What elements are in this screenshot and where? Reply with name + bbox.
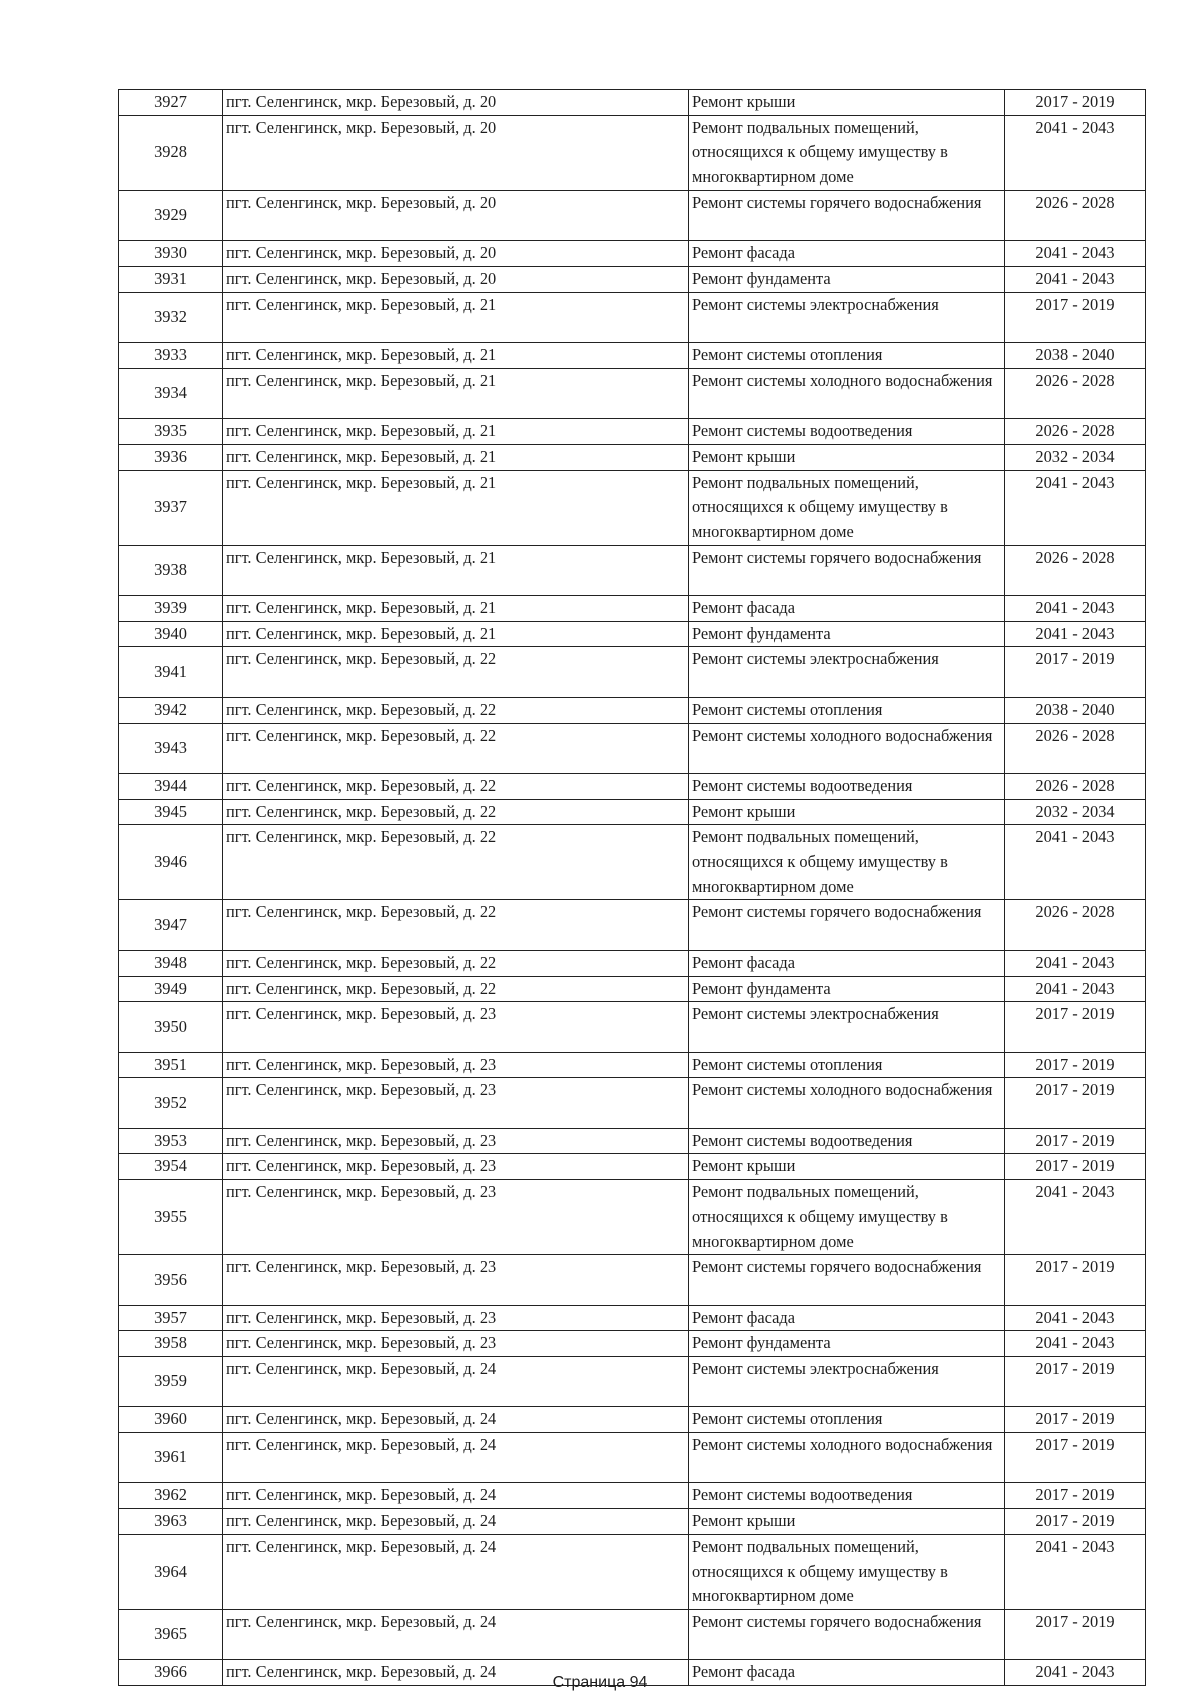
row-number: 3953 — [119, 1128, 223, 1154]
row-period: 2017 - 2019 — [1005, 647, 1146, 697]
table-row — [119, 419, 1146, 445]
row-period: 2017 - 2019 — [1005, 1357, 1146, 1407]
row-period: 2041 - 2043 — [1005, 266, 1146, 292]
row-period: 2017 - 2019 — [1005, 1052, 1146, 1078]
row-period: 2041 - 2043 — [1005, 976, 1146, 1002]
row-number: 3959 — [119, 1357, 223, 1407]
row-address: пгт. Селенгинск, мкр. Березовый, д. 21 — [223, 368, 689, 418]
row-address: пгт. Селенгинск, мкр. Березовый, д. 21 — [223, 545, 689, 595]
table-row — [119, 368, 1146, 418]
row-work-type: Ремонт системы водоотведения — [689, 1128, 1005, 1154]
table-row — [119, 1433, 1146, 1483]
row-period: 2041 - 2043 — [1005, 621, 1146, 647]
row-work-type: Ремонт системы горячего водоснабжения — [689, 545, 1005, 595]
row-address: пгт. Селенгинск, мкр. Березовый, д. 23 — [223, 1305, 689, 1331]
table-row — [119, 799, 1146, 825]
row-work-type: Ремонт системы холодного водоснабжения — [689, 1433, 1005, 1483]
row-address: пгт. Селенгинск, мкр. Березовый, д. 20 — [223, 241, 689, 267]
row-number: 3954 — [119, 1154, 223, 1180]
row-work-type: Ремонт системы холодного водоснабжения — [689, 723, 1005, 773]
row-period: 2041 - 2043 — [1005, 950, 1146, 976]
row-work-type: Ремонт подвальных помещений, относящихся к общему имуществу в многоквартирном доме — [689, 115, 1005, 190]
row-address: пгт. Селенгинск, мкр. Березовый, д. 24 — [223, 1610, 689, 1660]
table-row — [119, 266, 1146, 292]
row-address: пгт. Селенгинск, мкр. Березовый, д. 22 — [223, 900, 689, 950]
row-number: 3951 — [119, 1052, 223, 1078]
row-address: пгт. Селенгинск, мкр. Березовый, д. 20 — [223, 90, 689, 116]
row-number: 3949 — [119, 976, 223, 1002]
row-work-type: Ремонт фундамента — [689, 621, 1005, 647]
row-period: 2041 - 2043 — [1005, 1180, 1146, 1255]
table-row — [119, 1509, 1146, 1535]
row-number: 3933 — [119, 343, 223, 369]
table-row — [119, 470, 1146, 545]
row-period: 2026 - 2028 — [1005, 368, 1146, 418]
row-work-type: Ремонт фундамента — [689, 1331, 1005, 1357]
table-row — [119, 545, 1146, 595]
row-address: пгт. Селенгинск, мкр. Березовый, д. 21 — [223, 419, 689, 445]
row-number: 3939 — [119, 596, 223, 622]
row-period: 2017 - 2019 — [1005, 1407, 1146, 1433]
row-work-type: Ремонт системы электроснабжения — [689, 292, 1005, 342]
row-address: пгт. Селенгинск, мкр. Березовый, д. 24 — [223, 1534, 689, 1609]
row-number: 3957 — [119, 1305, 223, 1331]
row-period: 2041 - 2043 — [1005, 241, 1146, 267]
row-number: 3929 — [119, 190, 223, 240]
row-number: 3940 — [119, 621, 223, 647]
row-number: 3956 — [119, 1255, 223, 1305]
row-address: пгт. Селенгинск, мкр. Березовый, д. 20 — [223, 266, 689, 292]
row-period: 2041 - 2043 — [1005, 825, 1146, 900]
table-row — [119, 723, 1146, 773]
row-number: 3966 — [119, 1660, 223, 1686]
table-row — [119, 773, 1146, 799]
row-work-type: Ремонт системы отопления — [689, 1407, 1005, 1433]
row-address: пгт. Селенгинск, мкр. Березовый, д. 20 — [223, 190, 689, 240]
row-work-type: Ремонт фасада — [689, 1305, 1005, 1331]
row-address: пгт. Селенгинск, мкр. Березовый, д. 22 — [223, 647, 689, 697]
row-address: пгт. Селенгинск, мкр. Березовый, д. 24 — [223, 1660, 689, 1686]
row-address: пгт. Селенгинск, мкр. Березовый, д. 23 — [223, 1128, 689, 1154]
row-address: пгт. Селенгинск, мкр. Березовый, д. 22 — [223, 976, 689, 1002]
row-address: пгт. Селенгинск, мкр. Березовый, д. 23 — [223, 1154, 689, 1180]
row-address: пгт. Селенгинск, мкр. Березовый, д. 23 — [223, 1002, 689, 1052]
row-address: пгт. Селенгинск, мкр. Березовый, д. 21 — [223, 444, 689, 470]
table-row — [119, 190, 1146, 240]
row-work-type: Ремонт подвальных помещений, относящихся к общему имуществу в многоквартирном доме — [689, 1180, 1005, 1255]
table-row — [119, 115, 1146, 190]
row-address: пгт. Селенгинск, мкр. Березовый, д. 23 — [223, 1331, 689, 1357]
row-period: 2017 - 2019 — [1005, 1610, 1146, 1660]
row-address: пгт. Селенгинск, мкр. Березовый, д. 22 — [223, 825, 689, 900]
row-number: 3928 — [119, 115, 223, 190]
row-number: 3934 — [119, 368, 223, 418]
row-number: 3936 — [119, 444, 223, 470]
row-number: 3961 — [119, 1433, 223, 1483]
row-number: 3932 — [119, 292, 223, 342]
table-row — [119, 1078, 1146, 1128]
row-work-type: Ремонт фундамента — [689, 976, 1005, 1002]
row-period: 2041 - 2043 — [1005, 1331, 1146, 1357]
row-work-type: Ремонт подвальных помещений, относящихся к общему имуществу в многоквартирном доме — [689, 825, 1005, 900]
row-work-type: Ремонт системы отопления — [689, 697, 1005, 723]
row-work-type: Ремонт системы отопления — [689, 343, 1005, 369]
row-work-type: Ремонт системы водоотведения — [689, 1483, 1005, 1509]
row-number: 3931 — [119, 266, 223, 292]
row-number: 3955 — [119, 1180, 223, 1255]
table-row — [119, 950, 1146, 976]
row-work-type: Ремонт системы горячего водоснабжения — [689, 1255, 1005, 1305]
table-row — [119, 292, 1146, 342]
table-row — [119, 697, 1146, 723]
row-work-type: Ремонт крыши — [689, 1154, 1005, 1180]
table-row — [119, 825, 1146, 900]
row-period: 2017 - 2019 — [1005, 1483, 1146, 1509]
row-period: 2026 - 2028 — [1005, 190, 1146, 240]
row-work-type: Ремонт фасада — [689, 1660, 1005, 1686]
table-row — [119, 596, 1146, 622]
table-row — [119, 1407, 1146, 1433]
row-period: 2041 - 2043 — [1005, 115, 1146, 190]
row-work-type: Ремонт системы электроснабжения — [689, 1357, 1005, 1407]
table-row — [119, 647, 1146, 697]
row-address: пгт. Селенгинск, мкр. Березовый, д. 21 — [223, 292, 689, 342]
row-period: 2026 - 2028 — [1005, 773, 1146, 799]
row-address: пгт. Селенгинск, мкр. Березовый, д. 22 — [223, 799, 689, 825]
table-row — [119, 621, 1146, 647]
row-address: пгт. Селенгинск, мкр. Березовый, д. 22 — [223, 950, 689, 976]
row-number: 3927 — [119, 90, 223, 116]
row-address: пгт. Селенгинск, мкр. Березовый, д. 24 — [223, 1407, 689, 1433]
row-work-type: Ремонт фасада — [689, 950, 1005, 976]
row-number: 3952 — [119, 1078, 223, 1128]
row-address: пгт. Селенгинск, мкр. Березовый, д. 21 — [223, 470, 689, 545]
row-work-type: Ремонт фасада — [689, 241, 1005, 267]
row-number: 3935 — [119, 419, 223, 445]
row-number: 3946 — [119, 825, 223, 900]
row-number: 3941 — [119, 647, 223, 697]
row-number: 3938 — [119, 545, 223, 595]
row-address: пгт. Селенгинск, мкр. Березовый, д. 23 — [223, 1078, 689, 1128]
row-work-type: Ремонт подвальных помещений, относящихся к общему имуществу в многоквартирном доме — [689, 470, 1005, 545]
row-period: 2017 - 2019 — [1005, 1154, 1146, 1180]
table-row — [119, 1305, 1146, 1331]
table-row — [119, 1610, 1146, 1660]
row-number: 3963 — [119, 1509, 223, 1535]
row-work-type: Ремонт крыши — [689, 799, 1005, 825]
row-period: 2017 - 2019 — [1005, 1433, 1146, 1483]
row-address: пгт. Селенгинск, мкр. Березовый, д. 24 — [223, 1483, 689, 1509]
row-period: 2038 - 2040 — [1005, 697, 1146, 723]
table-row — [119, 1128, 1146, 1154]
row-address: пгт. Селенгинск, мкр. Березовый, д. 22 — [223, 697, 689, 723]
row-number: 3962 — [119, 1483, 223, 1509]
row-work-type: Ремонт системы водоотведения — [689, 773, 1005, 799]
row-work-type: Ремонт системы горячего водоснабжения — [689, 1610, 1005, 1660]
row-address: пгт. Селенгинск, мкр. Березовый, д. 23 — [223, 1180, 689, 1255]
repair-schedule-table — [118, 89, 1146, 1686]
row-period: 2026 - 2028 — [1005, 419, 1146, 445]
table-row — [119, 1154, 1146, 1180]
table-row — [119, 241, 1146, 267]
page-number: Страница 94 — [552, 1674, 648, 1691]
row-address: пгт. Селенгинск, мкр. Березовый, д. 20 — [223, 115, 689, 190]
row-address: пгт. Селенгинск, мкр. Березовый, д. 21 — [223, 596, 689, 622]
row-period: 2017 - 2019 — [1005, 1509, 1146, 1535]
row-address: пгт. Селенгинск, мкр. Березовый, д. 23 — [223, 1255, 689, 1305]
row-number: 3950 — [119, 1002, 223, 1052]
row-work-type: Ремонт системы электроснабжения — [689, 1002, 1005, 1052]
table-row — [119, 444, 1146, 470]
row-period: 2017 - 2019 — [1005, 1128, 1146, 1154]
row-work-type: Ремонт системы горячего водоснабжения — [689, 190, 1005, 240]
row-period: 2041 - 2043 — [1005, 596, 1146, 622]
row-address: пгт. Селенгинск, мкр. Березовый, д. 21 — [223, 621, 689, 647]
table-row — [119, 1255, 1146, 1305]
row-period: 2017 - 2019 — [1005, 1002, 1146, 1052]
row-work-type: Ремонт системы горячего водоснабжения — [689, 900, 1005, 950]
row-number: 3930 — [119, 241, 223, 267]
table-row — [119, 1002, 1146, 1052]
row-address: пгт. Селенгинск, мкр. Березовый, д. 24 — [223, 1357, 689, 1407]
table-row — [119, 1180, 1146, 1255]
row-work-type: Ремонт системы электроснабжения — [689, 647, 1005, 697]
table-row — [119, 343, 1146, 369]
row-period: 2017 - 2019 — [1005, 90, 1146, 116]
row-number: 3948 — [119, 950, 223, 976]
table-row — [119, 1357, 1146, 1407]
row-address: пгт. Селенгинск, мкр. Березовый, д. 22 — [223, 723, 689, 773]
row-address: пгт. Селенгинск, мкр. Березовый, д. 22 — [223, 773, 689, 799]
row-address: пгт. Селенгинск, мкр. Березовый, д. 21 — [223, 343, 689, 369]
row-period: 2041 - 2043 — [1005, 470, 1146, 545]
row-period: 2041 - 2043 — [1005, 1305, 1146, 1331]
row-work-type: Ремонт подвальных помещений, относящихся к общему имуществу в многоквартирном доме — [689, 1534, 1005, 1609]
row-number: 3945 — [119, 799, 223, 825]
row-number: 3944 — [119, 773, 223, 799]
row-number: 3965 — [119, 1610, 223, 1660]
table-row — [119, 1052, 1146, 1078]
row-period: 2026 - 2028 — [1005, 900, 1146, 950]
row-period: 2032 - 2034 — [1005, 444, 1146, 470]
row-number: 3943 — [119, 723, 223, 773]
table-body — [119, 90, 1146, 1686]
row-work-type: Ремонт крыши — [689, 1509, 1005, 1535]
row-period: 2017 - 2019 — [1005, 1255, 1146, 1305]
row-period: 2032 - 2034 — [1005, 799, 1146, 825]
row-number: 3937 — [119, 470, 223, 545]
table-row — [119, 1483, 1146, 1509]
row-number: 3964 — [119, 1534, 223, 1609]
row-work-type: Ремонт системы водоотведения — [689, 419, 1005, 445]
row-period: 2026 - 2028 — [1005, 723, 1146, 773]
table-row — [119, 976, 1146, 1002]
table-row — [119, 900, 1146, 950]
row-number: 3947 — [119, 900, 223, 950]
row-period: 2017 - 2019 — [1005, 1078, 1146, 1128]
row-period: 2041 - 2043 — [1005, 1660, 1146, 1686]
row-period: 2026 - 2028 — [1005, 545, 1146, 595]
table-row — [119, 1534, 1146, 1609]
row-work-type: Ремонт системы отопления — [689, 1052, 1005, 1078]
row-period: 2017 - 2019 — [1005, 292, 1146, 342]
row-work-type: Ремонт фасада — [689, 596, 1005, 622]
row-work-type: Ремонт фундамента — [689, 266, 1005, 292]
row-address: пгт. Селенгинск, мкр. Березовый, д. 23 — [223, 1052, 689, 1078]
row-work-type: Ремонт системы холодного водоснабжения — [689, 1078, 1005, 1128]
table-row — [119, 90, 1146, 116]
row-address: пгт. Селенгинск, мкр. Березовый, д. 24 — [223, 1509, 689, 1535]
row-address: пгт. Селенгинск, мкр. Березовый, д. 24 — [223, 1433, 689, 1483]
row-period: 2038 - 2040 — [1005, 343, 1146, 369]
row-number: 3942 — [119, 697, 223, 723]
row-work-type: Ремонт системы холодного водоснабжения — [689, 368, 1005, 418]
row-number: 3958 — [119, 1331, 223, 1357]
row-period: 2041 - 2043 — [1005, 1534, 1146, 1609]
row-number: 3960 — [119, 1407, 223, 1433]
row-work-type: Ремонт крыши — [689, 444, 1005, 470]
table-row — [119, 1331, 1146, 1357]
row-work-type: Ремонт крыши — [689, 90, 1005, 116]
